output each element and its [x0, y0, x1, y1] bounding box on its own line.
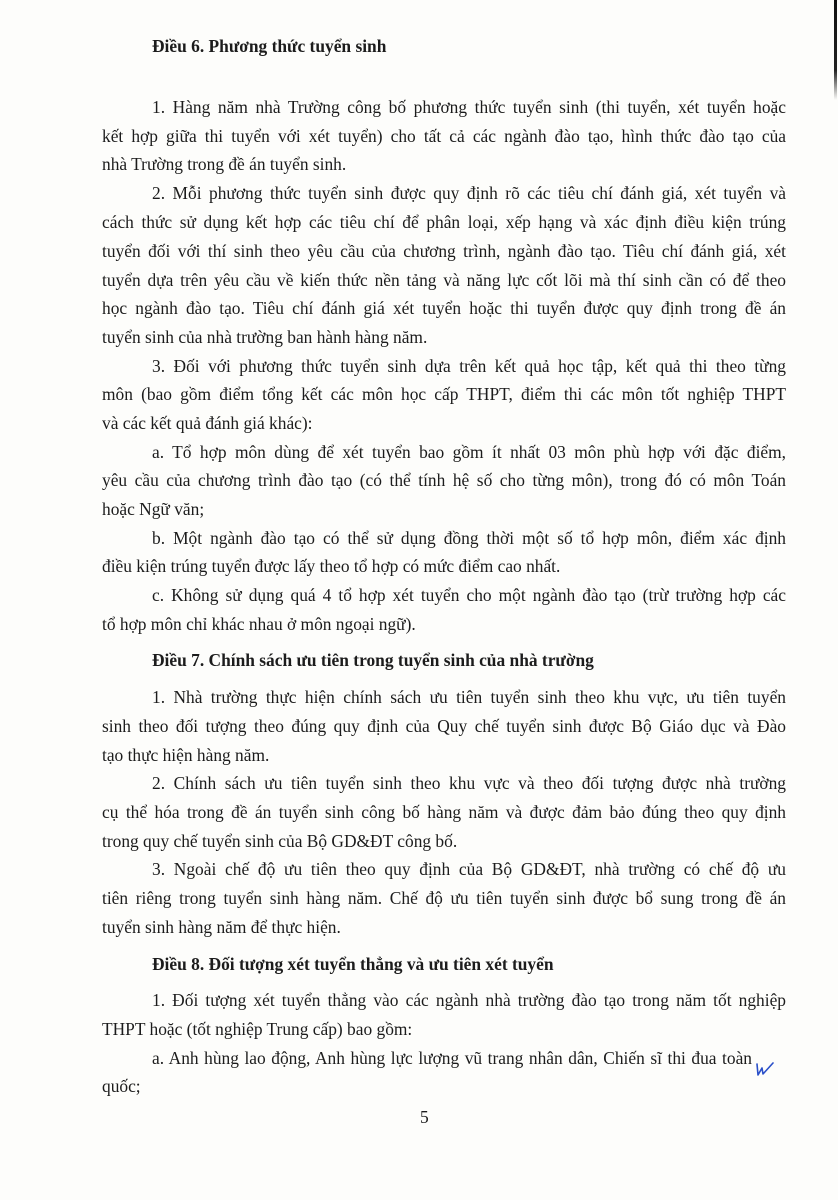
text-line: tuyển sinh của nhà trường ban hành hàng năm.	[102, 327, 428, 347]
text-line: a. Anh hùng lao động, Anh hùng lực lượng vũ trang nhân dân, Chiến sĩ thi đua toàn	[152, 1048, 752, 1068]
text-line: cách thức sử dụng kết hợp các tiêu chí để phân loại, xếp hạng và xác định điều kiện trúng	[102, 212, 786, 232]
text-line: sinh theo đối tượng theo đúng quy định của Quy chế tuyển sinh được Bộ Giáo dục và Đào	[102, 716, 786, 736]
text-line: b. Một ngành đào tạo có thể sử dụng đồng thời một số tổ hợp môn, điểm xác định	[152, 528, 786, 548]
text-line: tổ hợp môn chỉ khác nhau ở môn ngoại ngữ).	[102, 614, 416, 634]
text-line: điều kiện trúng tuyển được lấy theo tổ hợp có mức điểm cao nhất.	[102, 556, 561, 576]
text-line: và các kết quả đánh giá khác):	[102, 413, 313, 433]
text-line: 1. Nhà trường thực hiện chính sách ưu tiên tuyển sinh theo khu vực, ưu tiên tuyển	[152, 687, 786, 707]
text-line: hoặc Ngữ văn;	[102, 499, 205, 519]
text-line: cụ thể hóa trong đề án tuyển sinh công bố hàng năm và được đảm bảo đúng theo quy định	[102, 802, 786, 822]
text-line: trong quy chế tuyển sinh của Bộ GD&ĐT công bố.	[102, 831, 458, 851]
text-line: 3. Đối với phương thức tuyển sinh dựa trên kết quả học tập, kết quả thi theo từng	[152, 356, 786, 376]
scan-edge-shadow	[834, 0, 837, 100]
text-line: THPT hoặc (tốt nghiệp Trung cấp) bao gồm:	[102, 1019, 413, 1039]
text-line: a. Tổ hợp môn dùng để xét tuyển bao gồm ít nhất 03 môn phù hợp với đặc điểm,	[152, 442, 786, 462]
text-line: kết hợp giữa thi tuyển với xét tuyển) cho tất cả các ngành đào tạo, hình thức đào tạo của	[102, 126, 786, 146]
text-line: 1. Đối tượng xét tuyển thẳng vào các ngành nhà trường đào tạo trong năm tốt nghiệp	[152, 990, 786, 1010]
text-line: nhà Trường trong đề án tuyển sinh.	[102, 154, 347, 174]
text-line: môn (bao gồm điểm tổng kết các môn học cấp THPT, điểm thi các môn tốt nghiệp THPT	[102, 384, 786, 404]
text-line: quốc;	[102, 1076, 141, 1096]
article-6-heading: Điều 6. Phương thức tuyển sinh	[152, 36, 387, 56]
text-line: c. Không sử dụng quá 4 tổ hợp xét tuyển cho một ngành đào tạo (trừ trường hợp các	[152, 585, 786, 605]
text-line: 2. Chính sách ưu tiên tuyển sinh theo khu vực và theo đối tượng được nhà trường	[152, 773, 786, 793]
text-line: 1. Hàng năm nhà Trường công bố phương thức tuyển sinh (thi tuyển, xét tuyển hoặc	[152, 97, 786, 117]
page-number: 5	[420, 1107, 429, 1127]
article-7-heading: Điều 7. Chính sách ưu tiên trong tuyển sinh của nhà trường	[152, 650, 594, 670]
text-line: tuyển đối với thí sinh theo yêu cầu của chương trình, ngành đào tạo. Tiêu chí đánh giá, xét	[102, 241, 786, 261]
text-line: học ngành đào tạo. Tiêu chí đánh giá xét tuyển hoặc thi tuyển được quy định trong đề án	[102, 298, 786, 318]
text-line: tuyển dựa trên yêu cầu về kiến thức nền tảng và năng lực cốt lõi mà thí sinh cần có để theo	[102, 270, 786, 290]
text-line: tiên riêng trong tuyển sinh hàng năm. Chế độ ưu tiên tuyển sinh được bổ sung trong đề án	[102, 888, 786, 908]
handwritten-initial-mark	[754, 1060, 776, 1078]
text-line: 2. Mỗi phương thức tuyển sinh được quy định rõ các tiêu chí đánh giá, xét tuyển và	[152, 183, 786, 203]
text-line: tạo thực hiện hàng năm.	[102, 745, 270, 765]
text-line: tuyển sinh hàng năm để thực hiện.	[102, 917, 341, 937]
article-8-heading: Điều 8. Đối tượng xét tuyển thẳng và ưu tiên xét tuyển	[152, 954, 554, 974]
text-line: yêu cầu của chương trình đào tạo (có thể tính hệ số cho từng môn), trong đó có môn Toán	[102, 470, 786, 490]
text-line: 3. Ngoài chế độ ưu tiên theo quy định của Bộ GD&ĐT, nhà trường có chế độ ưu	[152, 859, 786, 879]
